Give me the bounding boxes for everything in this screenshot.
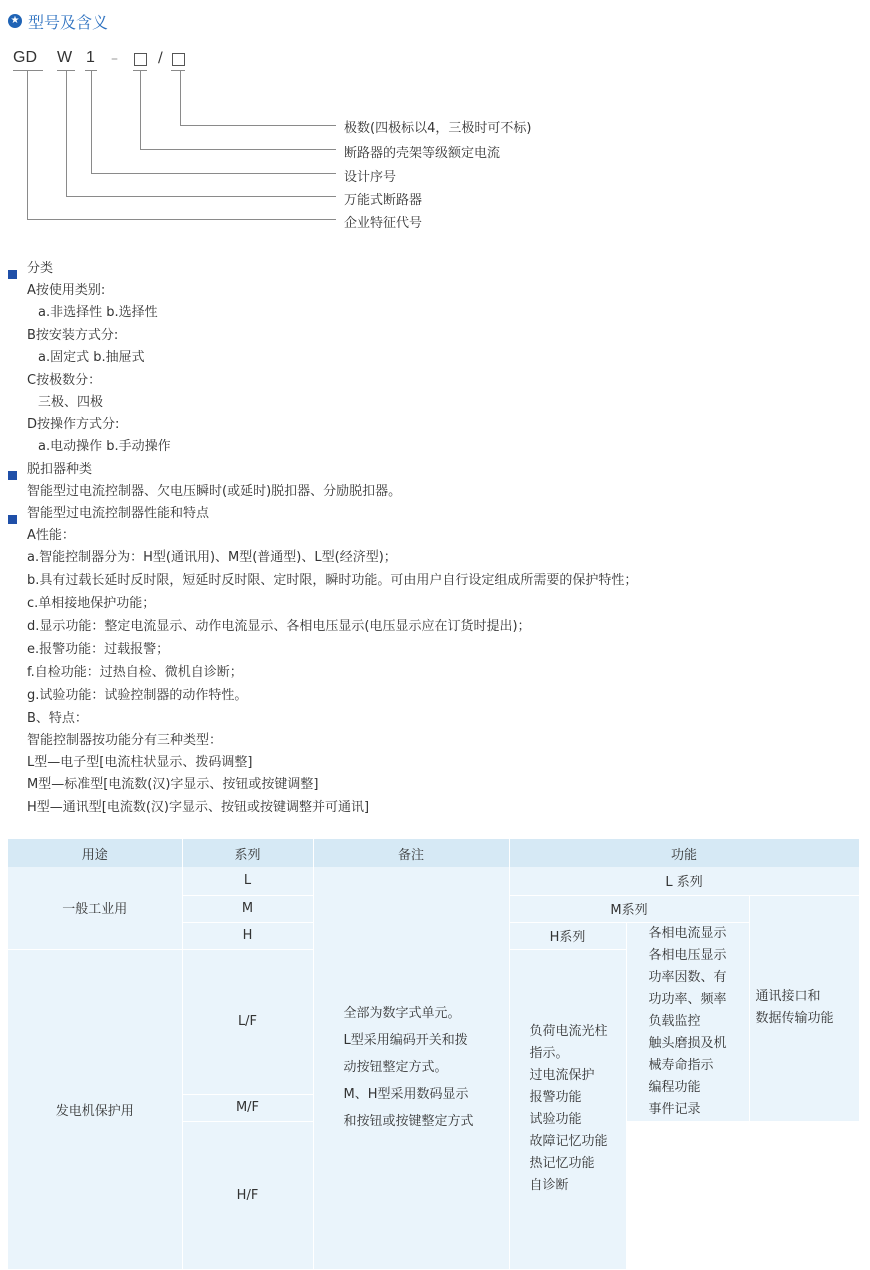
function-l-line: 过电流保护 — [529, 1068, 595, 1083]
series-cell: M — [182, 895, 313, 922]
connector-vertical — [27, 70, 28, 220]
code-box-poles — [172, 53, 185, 66]
connector-vertical — [66, 70, 67, 197]
function-l-line: 指示。 — [529, 1046, 569, 1061]
star-icon: ★ — [8, 14, 22, 28]
series-cell: L — [182, 867, 313, 895]
series-cell: L/F — [182, 949, 313, 1094]
series-cell: M/F — [182, 1094, 313, 1121]
bullet-square-icon — [8, 264, 17, 283]
section-heading — [8, 10, 108, 32]
controller-line: L型—电子型[电流柱状显示、拨码调整] — [27, 755, 253, 770]
function-h-series: H系列 — [509, 922, 626, 949]
connector-horizontal — [140, 149, 336, 150]
function-l-series: L 系列 — [509, 867, 859, 895]
controller-line: H型—通讯型[电流数(汉)字显示、按钮或按键调整并可通讯] — [27, 800, 370, 815]
code-underline — [171, 70, 185, 71]
code-desc-company: 企业特征代号 — [344, 216, 423, 231]
function-m-series: M系列 — [509, 895, 749, 922]
connector-horizontal — [180, 125, 336, 126]
function-m-line: 各相电流显示 — [648, 925, 727, 941]
code-desc-current: 断路器的壳架等级额定电流 — [344, 146, 501, 161]
classification-line: a.电动操作 b.手动操作 — [38, 439, 171, 454]
function-l-cell — [509, 949, 626, 1269]
function-m-line: 各相电压显示 — [648, 947, 727, 963]
usage-generator: 发电机保护用 — [8, 949, 182, 1269]
classification-line: C按极数分： — [27, 373, 102, 388]
controller-line: b.具有过载长延时反时限，短延时反时限、定时限，瞬时功能。可由用户自行设定组成所需要的保护特性； — [27, 573, 638, 588]
series-cell: H/F — [182, 1121, 313, 1269]
notes-line: M、H型采用数码显示 — [343, 1087, 469, 1103]
function-l-line: 故障记忆功能 — [529, 1134, 608, 1149]
controller-title: 智能型过电流控制器性能和特点 — [27, 506, 210, 521]
bullet-square-icon — [8, 465, 17, 484]
function-h-line: 数据传输功能 — [755, 1011, 834, 1026]
function-table — [8, 839, 860, 1270]
notes-line: 和按钮或按键整定方式 — [343, 1114, 474, 1130]
controller-line: e.报警功能：过载报警； — [27, 642, 170, 657]
header-function: 功能 — [509, 839, 859, 867]
notes-line: 全部为数字式单元。 — [343, 1006, 461, 1022]
function-m-line: 功功率、频率 — [648, 991, 727, 1007]
series-cell: H — [182, 922, 313, 949]
function-l-line: 试验功能 — [529, 1112, 582, 1127]
function-l-line: 报警功能 — [529, 1090, 582, 1105]
classification-line: a.固定式 b.抽屉式 — [38, 350, 145, 365]
classification-line: a.非选择性 b.选择性 — [38, 305, 158, 320]
controller-line: d.显示功能：整定电流显示、动作电流显示、各相电压显示(电压显示应在订货时提出)； — [27, 619, 531, 634]
function-l-line: 自诊断 — [529, 1178, 569, 1193]
code-desc-type: 万能式断路器 — [344, 193, 423, 208]
connector-vertical — [91, 70, 92, 174]
controller-line: A性能： — [27, 528, 75, 543]
controller-line: c.单相接地保护功能； — [27, 596, 156, 611]
usage-general: 一般工业用 — [8, 867, 182, 949]
function-l-line: 热记忆功能 — [529, 1156, 595, 1171]
classification-line: 三极、四极 — [38, 395, 104, 410]
function-h-line: 通讯接口和 — [755, 989, 821, 1004]
connector-horizontal — [91, 173, 336, 174]
connector-horizontal — [66, 196, 336, 197]
function-l-line: 负荷电流光柱 — [529, 1024, 608, 1039]
code-desc-poles: 极数(四极标以4，三极时可不标) — [344, 121, 532, 136]
function-m-line: 功率因数、有 — [648, 969, 727, 985]
classification-line: D按操作方式分: — [27, 417, 120, 432]
notes-cell — [313, 867, 509, 1269]
heading-text: 型号及含义 — [28, 12, 109, 32]
code-part-1: 1 — [86, 49, 95, 66]
connector-vertical — [140, 70, 141, 150]
controller-line: a.智能控制器分为：H型(通讯用)、M型(普通型)、L型(经济型)； — [27, 550, 397, 565]
header-notes: 备注 — [313, 839, 509, 867]
controller-line: M型—标准型[电流数(汉)字显示、按钮或按键调整] — [27, 777, 319, 792]
controller-line: g.试验功能：试验控制器的动作特性。 — [27, 688, 248, 703]
controller-line: f.自检功能：过热自检、微机自诊断； — [27, 665, 243, 680]
code-part-gd: GD — [13, 49, 37, 66]
connector-horizontal — [27, 219, 336, 220]
function-m-line: 触头磨损及机 — [648, 1035, 727, 1051]
header-series: 系列 — [182, 839, 313, 867]
code-underline — [13, 70, 43, 71]
code-dash: – — [111, 51, 118, 67]
function-m-cell — [626, 922, 749, 1121]
code-slash: / — [158, 50, 163, 66]
notes-line: 动按钮整定方式。 — [343, 1060, 448, 1076]
code-part-w: W — [57, 49, 73, 66]
connector-vertical — [180, 70, 181, 126]
release-line: 智能型过电流控制器、欠电压瞬时(或延时)脱扣器、分励脱扣器。 — [27, 484, 402, 499]
release-title: 脱扣器种类 — [27, 462, 93, 477]
function-h-cell — [749, 895, 859, 1121]
classification-title: 分类 — [27, 261, 54, 276]
function-m-line: 械寿命指示 — [648, 1057, 714, 1073]
controller-line: 智能控制器按功能分有三种类型： — [27, 733, 223, 748]
function-m-line: 编程功能 — [648, 1079, 701, 1095]
function-m-line: 负载监控 — [648, 1013, 701, 1029]
code-desc-design: 设计序号 — [344, 170, 397, 185]
notes-line: L型采用编码开关和拨 — [343, 1033, 468, 1049]
classification-line: A按使用类别: — [27, 283, 106, 298]
controller-line: B、特点： — [27, 711, 88, 726]
code-box-current — [134, 53, 147, 66]
function-m-line: 事件记录 — [648, 1101, 701, 1117]
bullet-square-icon — [8, 509, 17, 528]
classification-line: B按安装方式分: — [27, 328, 119, 343]
header-usage: 用途 — [8, 839, 182, 867]
